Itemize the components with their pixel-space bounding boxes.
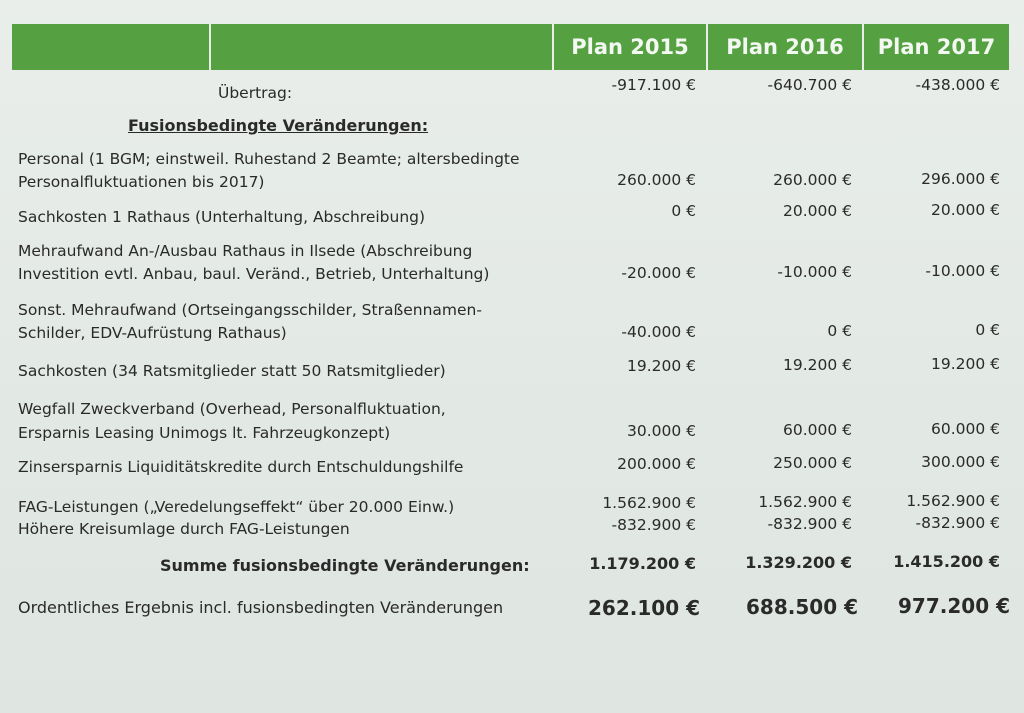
carry-value-2015: -917.100 €	[611, 76, 696, 94]
row-value-personal-2017: 296.000 €	[921, 170, 1000, 188]
header-cell-2016	[708, 24, 864, 70]
row-value-zweckverband-2015: 30.000 €	[626, 422, 696, 440]
result-value-2017: 977.200 €	[898, 594, 1010, 618]
row-label-zweckverband: Wegfall Zweckverband (Overhead, Personalfluktuation,	[18, 400, 446, 418]
row-value-personal-2016: 260.000 €	[773, 171, 852, 189]
carry-label: Übertrag:	[218, 84, 293, 102]
row-value-sonst-mehraufwand-2015: -40.000 €	[621, 323, 696, 341]
row-label-zweckverband-cont: Ersparnis Leasing Unimogs lt. Fahrzeugkonzept)	[18, 424, 391, 442]
row-value-zweckverband-2016: 60.000 €	[782, 421, 852, 439]
row-value-sonst-mehraufwand-2017: 0 €	[975, 321, 1000, 339]
row-label-sachkosten-rat: Sachkosten (34 Ratsmitglieder statt 50 Ratsmitglieder)	[18, 362, 446, 380]
header-cell-blank-2	[211, 24, 554, 70]
header-cell-2015	[554, 24, 708, 70]
section-title: Fusionsbedingte Veränderungen:	[128, 116, 429, 135]
header-cell-2017	[864, 24, 1009, 70]
result-label: Ordentliches Ergebnis incl. fusionsbedingten Veränderungen	[18, 598, 504, 617]
row-value-zinsersparnis-2016: 250.000 €	[773, 454, 852, 472]
result-value-2016: 688.500 €	[746, 595, 858, 619]
sum-value-2016: 1.329.200 €	[745, 553, 852, 572]
row-label-mehraufwand-rathaus-cont: Investition evtl. Anbau, baul. Veränd., Betrieb, Unterhaltung)	[18, 265, 490, 283]
sum-value-2015: 1.179.200 €	[589, 554, 696, 573]
carry-value-2017: -438.000 €	[915, 76, 1000, 94]
row-label-sachkosten-rathaus: Sachkosten 1 Rathaus (Unterhaltung, Abschreibung)	[18, 208, 426, 226]
row-value-personal-2015: 260.000 €	[617, 171, 696, 189]
row-value-kreisumlage-2017: -832.900 €	[915, 514, 1000, 532]
header-plan-2015: Plan 2015	[571, 35, 689, 59]
row-label-personal: Personal (1 BGM; einstweil. Ruhestand 2 Beamte; altersbedingte	[18, 150, 520, 168]
row-label-zinsersparnis: Zinsersparnis Liquiditätskredite durch Entschuldungshilfe	[18, 458, 464, 476]
row-value-sachkosten-rathaus-2015: 0 €	[671, 202, 696, 220]
row-label-sonst-mehraufwand-cont: Schilder, EDV-Aufrüstung Rathaus)	[18, 324, 287, 342]
row-value-mehraufwand-rathaus-2017: -10.000 €	[925, 262, 1000, 280]
carry-value-2016: -640.700 €	[767, 76, 852, 94]
row-value-fag-leistungen-2017: 1.562.900 €	[906, 492, 1000, 510]
row-value-mehraufwand-rathaus-2016: -10.000 €	[777, 263, 852, 281]
row-value-sonst-mehraufwand-2016: 0 €	[827, 322, 852, 340]
sum-label: Summe fusionsbedingte Veränderungen:	[160, 556, 530, 575]
row-value-sachkosten-rat-2016: 19.200 €	[782, 356, 852, 374]
row-value-zinsersparnis-2015: 200.000 €	[617, 455, 696, 473]
row-value-sachkosten-rat-2017: 19.200 €	[930, 355, 1000, 373]
row-value-mehraufwand-rathaus-2015: -20.000 €	[621, 264, 696, 282]
header-plan-2017: Plan 2017	[877, 35, 996, 59]
row-label-kreisumlage: Höhere Kreisumlage durch FAG-Leistungen	[18, 520, 350, 538]
row-value-kreisumlage-2016: -832.900 €	[767, 515, 852, 533]
row-value-sachkosten-rat-2015: 19.200 €	[626, 357, 696, 375]
row-value-kreisumlage-2015: -832.900 €	[611, 516, 696, 534]
row-label-mehraufwand-rathaus: Mehraufwand An-/Ausbau Rathaus in Ilsede (Abschreibung	[18, 242, 473, 260]
sum-value-2017: 1.415.200 €	[893, 552, 1000, 571]
row-value-sachkosten-rathaus-2017: 20.000 €	[930, 201, 1000, 219]
result-value-2015: 262.100 €	[588, 596, 700, 620]
row-value-zinsersparnis-2017: 300.000 €	[921, 453, 1000, 471]
header-cell-blank-1	[12, 24, 211, 70]
header-plan-2016: Plan 2016	[726, 35, 844, 59]
row-label-fag-leistungen: FAG-Leistungen („Veredelungseffekt“ über 20.000 Einw.)	[18, 498, 455, 516]
row-value-fag-leistungen-2015: 1.562.900 €	[602, 494, 696, 512]
row-value-zweckverband-2017: 60.000 €	[930, 420, 1000, 438]
row-label-sonst-mehraufwand: Sonst. Mehraufwand (Ortseingangsschilder, Straßennamen-	[18, 301, 482, 319]
row-value-sachkosten-rathaus-2016: 20.000 €	[782, 202, 852, 220]
row-label-personal-cont: Personalfluktuationen bis 2017)	[18, 173, 265, 191]
row-value-fag-leistungen-2016: 1.562.900 €	[758, 493, 852, 511]
